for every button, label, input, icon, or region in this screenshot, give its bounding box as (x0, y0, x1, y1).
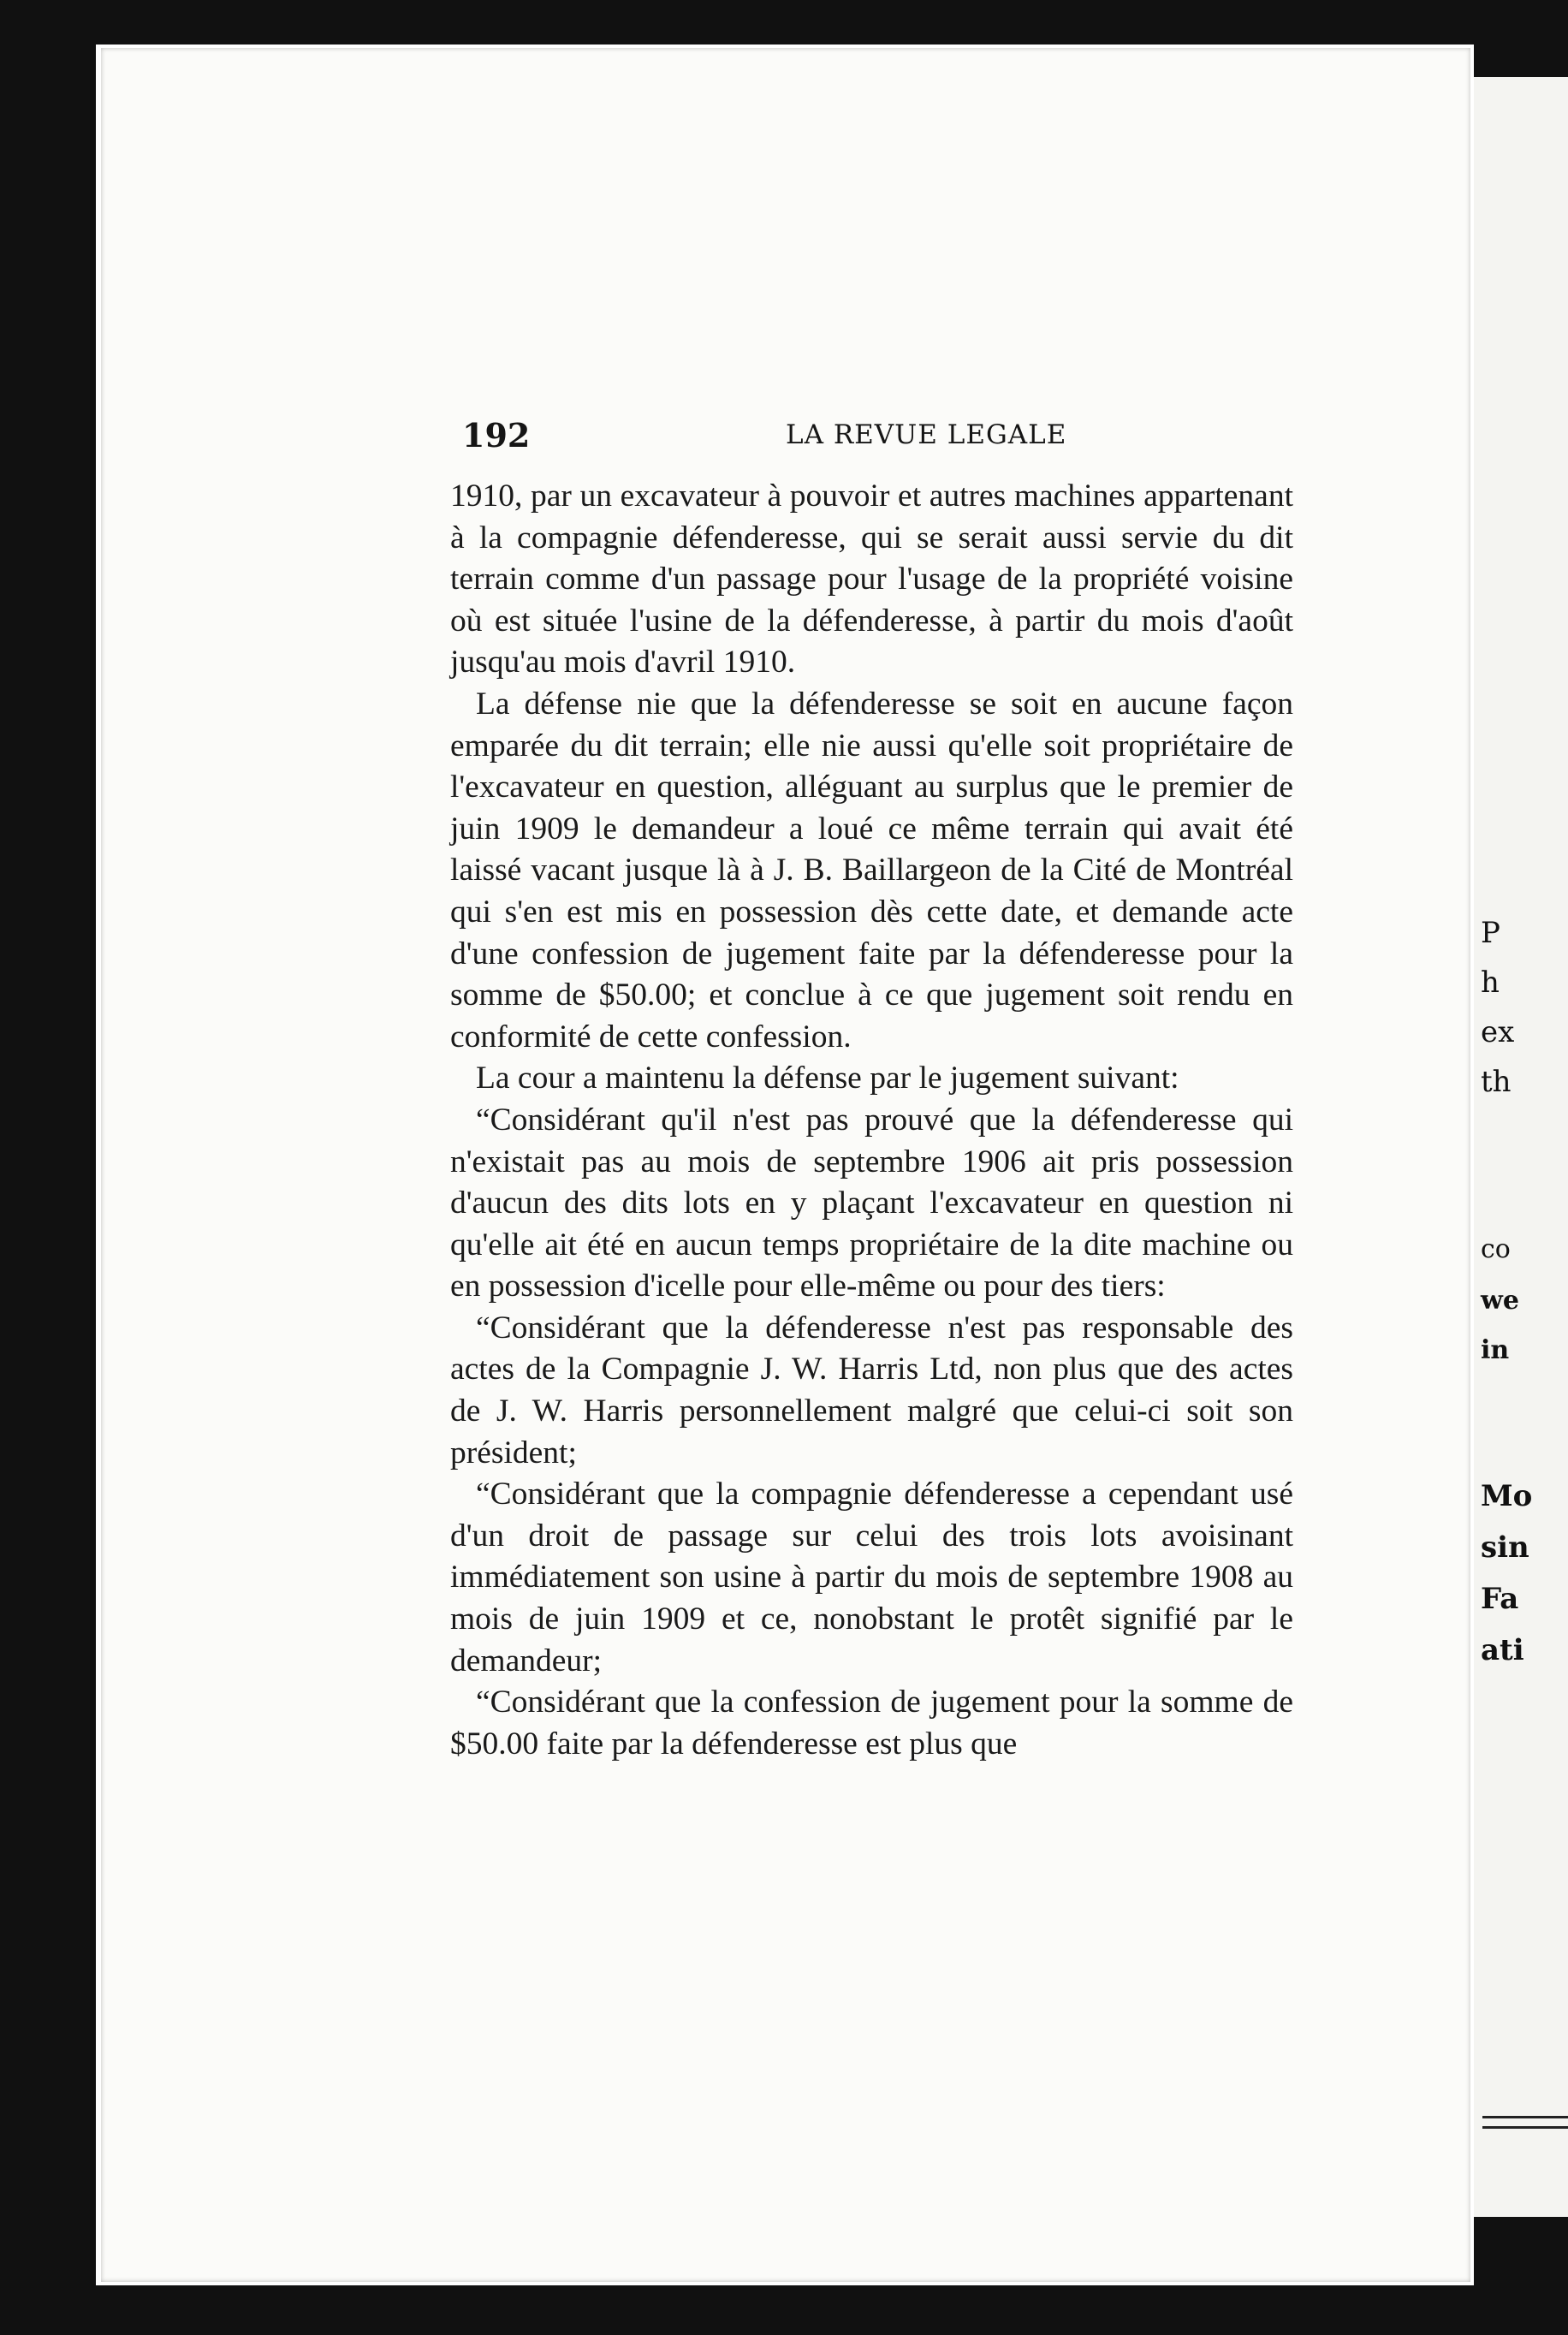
running-head: LA REVUE LEGALE (786, 419, 1067, 450)
scan-border-bottom (0, 2285, 1568, 2335)
adjacent-rule (1482, 2116, 1568, 2118)
adjacent-fragment: ati (1481, 1633, 1524, 1667)
scan-border-top (0, 0, 1568, 45)
paragraph: “Considérant qu'il n'est pas prouvé que la défenderesse qui n'existait pas au mois de septembre 1906 ait pris possession d'aucun des dits lots en y plaçant l'excavateur en question ni qu'elle ait été en aucun temps propriétaire de la dite machine ou en possession d'icelle pour elle-même ou pour des tiers: (450, 1102, 1293, 1304)
adjacent-fragment: Mo (1481, 1479, 1533, 1513)
paragraph: “Considérant que la confession de jugement pour la somme de $50.00 faite par la défenderesse est plus que (450, 1684, 1293, 1762)
paragraph: La cour a maintenu la défense par le jugement suivant: (476, 1061, 1179, 1096)
paragraph: 1910, par un excavateur à pouvoir et autres machines appartenant à la compagnie défenderesse, qui se serait aussi servie du dit terrain comme d'un passage pour l'usage de la propriété voisine où est située l'usine de la défenderesse, à partir du mois d'août jusqu'au mois d'avril 1910. (450, 478, 1293, 680)
adjacent-fragment: we (1481, 1286, 1519, 1316)
paragraph: “Considérant que la compagnie défenderesse a cependant usé d'un droit de passage sur celui des trois lots avoisinant immédiatement son usine à partir du mois de septembre 1908 au mois de juin 1909 et ce, nonobstant le protêt signifié par le demandeur; (450, 1476, 1293, 1678)
adjacent-fragment: Fa (1481, 1582, 1519, 1616)
adjacent-fragment: sin (1481, 1530, 1529, 1565)
page-header (462, 416, 1318, 459)
adjacent-fragment: h (1481, 965, 1500, 1000)
adjacent-fragment: th (1481, 1065, 1512, 1099)
body-text (450, 476, 1293, 1765)
scan-border-left (0, 0, 96, 2335)
page-number: 192 (462, 416, 531, 455)
adjacent-page-edge (1474, 77, 1568, 2217)
paragraph: “Considérant que la défenderesse n'est pas responsable des actes de la Compagnie J. W. Harris Ltd, non plus que des actes de J. W. Harris personnellement malgré que celui-ci soit son président; (450, 1310, 1293, 1471)
adjacent-rule (1482, 2126, 1568, 2129)
adjacent-fragment: in (1481, 1335, 1510, 1365)
adjacent-fragment: co (1481, 1234, 1511, 1264)
adjacent-fragment: P (1481, 916, 1500, 950)
paragraph: La défense nie que la défenderesse se soit en aucune façon emparée du dit terrain; elle nie aussi qu'elle soit propriétaire de l'excavateur en question, alléguant au surplus que le premier de juin 1909 le demandeur a loué ce même terrain qui avait été laissé vacant jusque là à J. B. Baillargeon de la Cité de Montréal qui s'en est mis en possession dès cette date, et demande acte d'une confession de jugement faite par la défenderesse pour la somme de $50.00; et conclue à ce que jugement soit rendu en conformité de cette confession. (450, 686, 1293, 1055)
adjacent-fragment: ex (1481, 1015, 1515, 1049)
